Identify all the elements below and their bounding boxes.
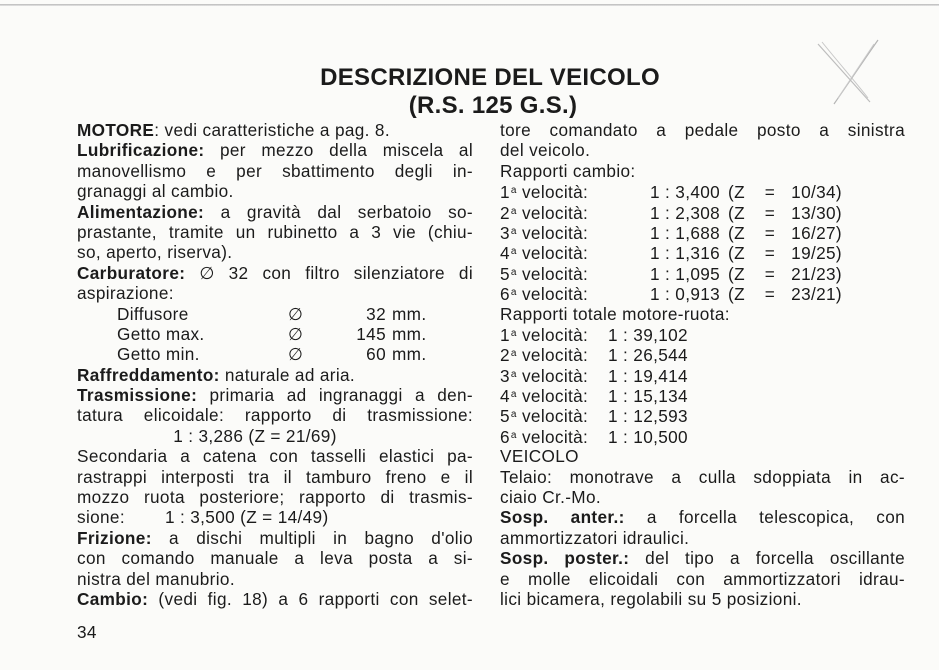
carburatore-label: Carburatore: (77, 262, 186, 283)
lubrificazione-label: Lubrificazione: (77, 140, 205, 161)
motore-line: MOTORE: vedi caratteristiche a pag. 8. (77, 120, 390, 140)
carburatore-line-2: aspirazione: (77, 283, 174, 304)
trasmissione-line-1: Trasmissione: primaria ad ingranaggi a den- (77, 385, 473, 406)
list-item: 2$^a$ velocità: 1 : 2,308 (Z = 13/30) (500, 202, 842, 223)
frizione-label: Frizione: (77, 527, 152, 548)
list-item: 2$^a$ velocità: 1 : 26,544 (500, 345, 688, 366)
frizione-line-3: nistra del manubrio. (77, 568, 235, 589)
veicolo-section-title: VEICOLO (500, 446, 579, 467)
table-row: Diffusore ∅ 32 mm. (117, 303, 427, 324)
list-item: 3$^a$ velocità: 1 : 19,414 (500, 365, 688, 386)
telaio-line-2: ciaio Cr.-Mo. (500, 487, 602, 508)
carburatore-table (77, 304, 473, 365)
page-number: 34 (77, 622, 97, 642)
alimentazione-line-1: Alimentazione: a gravità dal serbatoio so- (77, 201, 473, 222)
page-title: DESCRIZIONE DEL VEICOLO (320, 64, 660, 91)
top-edge-rule (0, 4, 939, 6)
cambio-line-1: Cambio: (vedi fig. 18) a 6 rapporti con selet- (77, 588, 473, 609)
sosp-anter-line-2: ammortizzatori idraulici. (500, 527, 690, 548)
total-ratio-list (500, 324, 905, 446)
secondaria-line-4: sione: 1 : 3,500 (Z = 14/49) (77, 507, 329, 528)
secondaria-line-2: rastrappi interposti tra il tamburo freno e il (77, 466, 473, 487)
left-column (77, 120, 473, 609)
carburatore-line-1: Carburatore: ∅ 32 con filtro silenziatore di (77, 262, 473, 283)
rapporti-cambio-title: Rapporti cambio: (500, 160, 636, 181)
list-item: 6$^a$ velocità: 1 : 10,500 (500, 426, 688, 447)
secondaria-ratio: 1 : 3,500 (Z = 14/49) (164, 507, 329, 528)
frizione-line-2: con comando manuale a leva posta a si- (77, 548, 473, 569)
list-item: 1$^a$ velocità: 1 : 3,400 (Z = 10/34) (500, 182, 842, 203)
list-item: 4$^a$ velocità: 1 : 1,316 (Z = 19/25) (500, 243, 842, 264)
sosp-poster-line-1: Sosp. poster.: del tipo a forcella oscillante (500, 548, 905, 569)
lubrificazione-line-3: granaggi al cambio. (77, 181, 234, 202)
cambio-continued-line-1: tore comandato a pedale posto a sinistra (500, 120, 905, 140)
trasmissione-ratio: 1 : 3,286 (Z = 21/69) (173, 425, 337, 446)
sosp-anter-label: Sosp. anter.: (500, 507, 625, 528)
cambio-continued-line-2: del veicolo. (500, 140, 591, 161)
raffreddamento-label: Raffreddamento: (77, 364, 220, 385)
secondaria-line-3: mozzo ruota posteriore; rapporto di trasmis- (77, 487, 473, 508)
list-item: 6$^a$ velocità: 1 : 0,913 (Z = 23/21) (500, 284, 842, 305)
table-row: Getto max. ∅ 145 mm. (117, 323, 427, 344)
sosp-poster-label: Sosp. poster.: (500, 548, 630, 569)
alimentazione-line-3: so, aperto, riserva). (77, 242, 233, 263)
cambio-label: Cambio: (77, 588, 149, 609)
list-item: 3$^a$ velocità: 1 : 1,688 (Z = 16/27) (500, 222, 842, 243)
page-subtitle: (R.S. 125 G.S.) (408, 92, 578, 119)
table-row: Getto min. ∅ 60 mm. (117, 344, 427, 365)
list-item: 1$^a$ velocità: 1 : 39,102 (500, 324, 688, 345)
telaio-line-1: Telaio: monotrave a culla sdoppiata in ac- (500, 466, 905, 487)
list-item: 5$^a$ velocità: 1 : 1,095 (Z = 21/23) (500, 263, 842, 284)
alimentazione-label: Alimentazione: (77, 201, 205, 222)
motore-label: MOTORE (77, 120, 155, 140)
trasmissione-line-2: tatura elicoidale: rapporto di trasmissione: (77, 405, 473, 426)
list-item: 4$^a$ velocità: 1 : 15,134 (500, 386, 688, 407)
sosp-anter-line-1: Sosp. anter.: a forcella telescopica, con (500, 507, 905, 528)
gear-ratio-list (500, 181, 905, 303)
sosp-poster-line-2: e molle elicoidali con ammortizzatori idrau- (500, 568, 905, 589)
raffreddamento-line: Raffreddamento: naturale ad aria. (77, 364, 356, 385)
right-column (500, 120, 905, 609)
alimentazione-line-2: prastante, tramite un rubinetto a 3 vie (chiu- (77, 221, 473, 242)
list-item: 5$^a$ velocità: 1 : 12,593 (500, 406, 688, 427)
trasmissione-label: Trasmissione: (77, 385, 198, 406)
rapporti-totale-title: Rapporti totale motore-ruota: (500, 303, 730, 324)
secondaria-line-1: Secondaria a catena con tasselli elastici pa- (77, 446, 473, 467)
sosp-poster-line-3: lici bicamera, regolabili su 5 posizioni. (500, 588, 802, 609)
lubrificazione-line-1: Lubrificazione: per mezzo della miscela al (77, 140, 473, 161)
lubrificazione-line-2: manovellismo e per sbattimento degli in- (77, 160, 473, 181)
frizione-line-1: Frizione: a dischi multipli in bagno d'olio (77, 527, 473, 548)
